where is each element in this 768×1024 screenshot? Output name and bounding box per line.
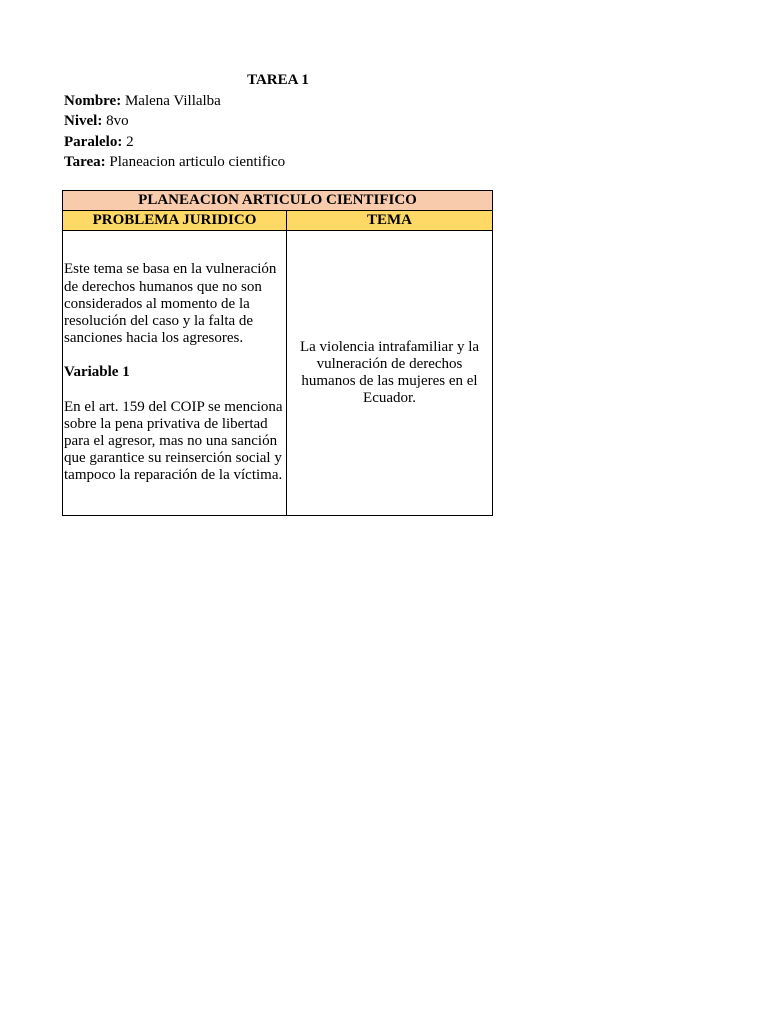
problem-intro: Este tema se basa en la vulneración de derechos humanos que no son considerados al momento de la resolución del caso y la falta de sanciones hacia los agresores. xyxy=(64,261,277,347)
document-title: TAREA 1 xyxy=(247,72,309,88)
task-label: Tarea: xyxy=(64,153,106,170)
table-row xyxy=(63,231,493,516)
name-value: Malena Villalba xyxy=(121,93,221,109)
variable-text: En el art. 159 del COIP se menciona sobre la pena privativa de libertad para el agresor, mas no una sanción que garantice su reinserción social y tampoco la reparación de la víctima. xyxy=(64,398,283,484)
student-info xyxy=(64,91,285,172)
variable-title: Variable 1 xyxy=(64,364,130,381)
level-label: Nivel: xyxy=(64,113,103,130)
level-row xyxy=(64,111,285,131)
task-value: Planeacion articulo cientifico xyxy=(105,153,286,170)
table-header-row xyxy=(63,211,493,231)
table-title: PLANEACION ARTICULO CIENTIFICO xyxy=(63,191,493,211)
name-row xyxy=(64,91,285,111)
header-problem: PROBLEMA JURIDICO xyxy=(63,211,287,231)
level-value: 8vo xyxy=(102,113,129,130)
tema-cell: La violencia intrafamiliar y la vulneración de derechos humanos de las mujeres en el Ecuador. xyxy=(287,231,493,516)
section-value: 2 xyxy=(122,133,134,150)
section-row xyxy=(64,132,285,152)
table-title-row xyxy=(63,191,493,211)
task-row xyxy=(64,152,285,172)
name-label: Nombre: xyxy=(64,93,122,109)
section-label: Paralelo: xyxy=(64,133,123,150)
problem-cell xyxy=(63,231,287,516)
header-tema: TEMA xyxy=(287,211,493,231)
planning-table xyxy=(62,190,493,516)
